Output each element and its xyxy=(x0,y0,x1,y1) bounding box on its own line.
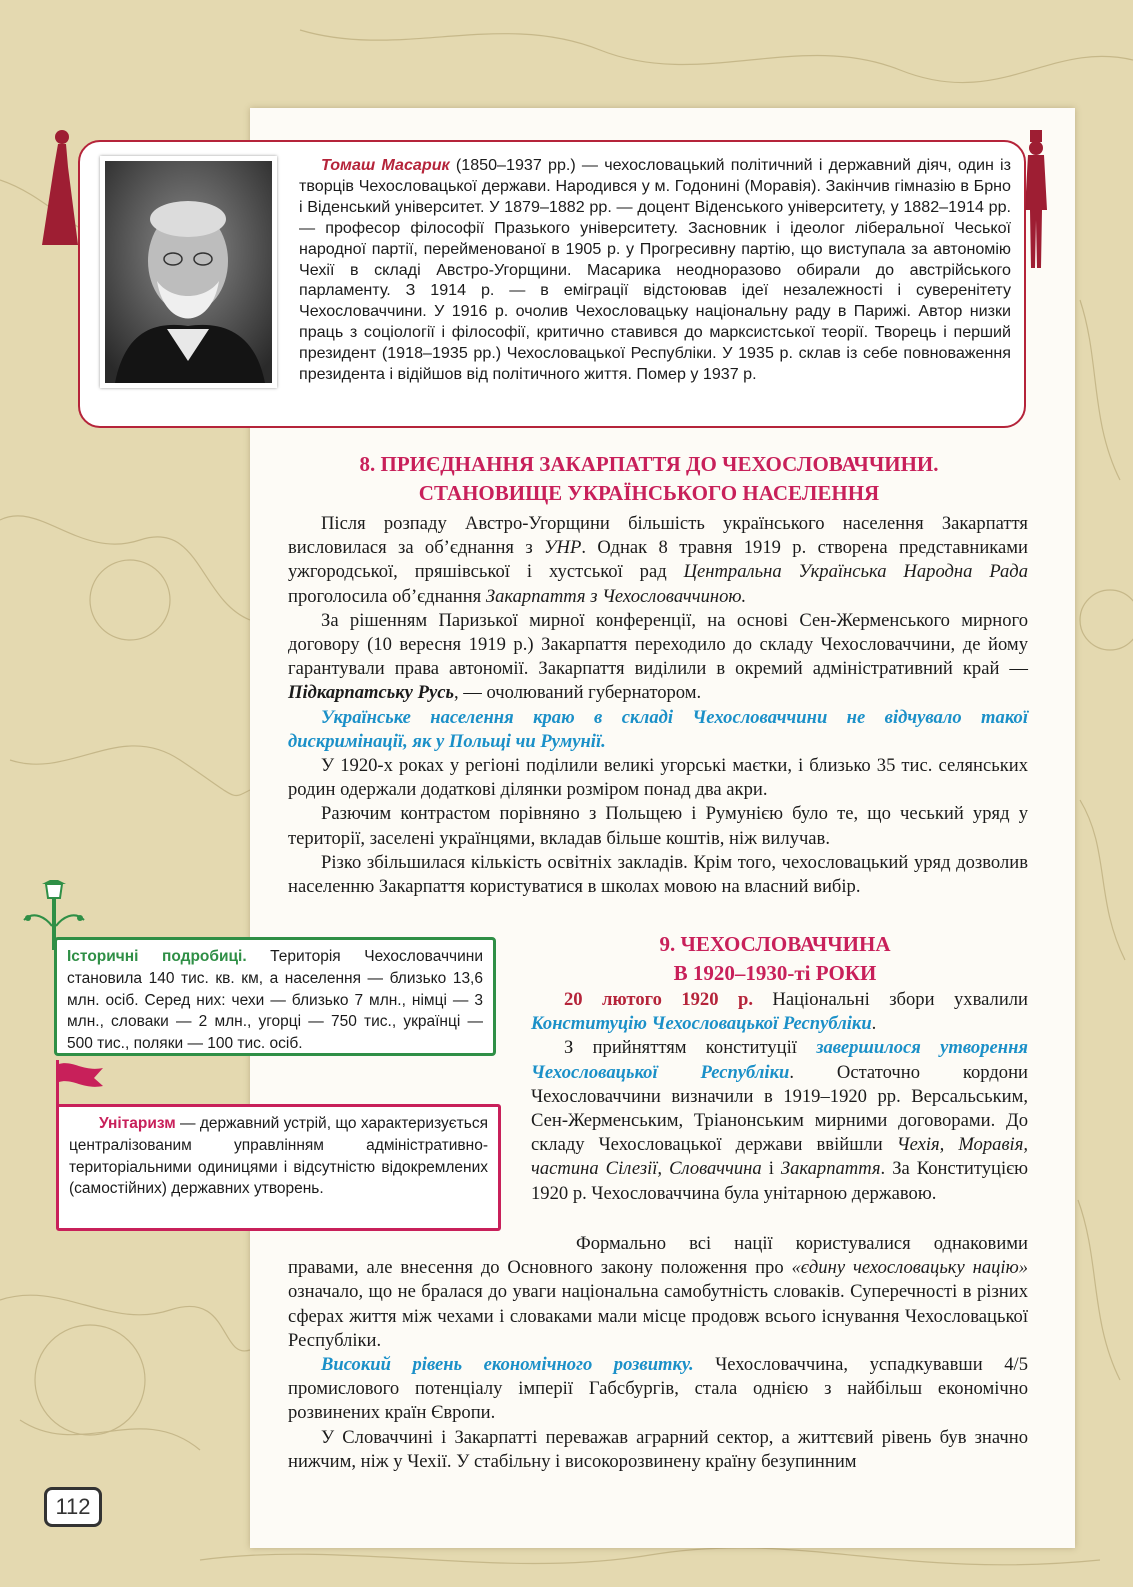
unitarism-term-label: Унітаризм xyxy=(99,1115,176,1132)
bio-body: (1850–1937 рр.) — чехословацький політичний і державний діяч, один із творців Чехословацької держави. Народився у м. Годонині (Моравія). Закінчив гімназію в Брно і Віденський університет. У 1879–1882 рр. — доцент Віденського університету, у 1882–1914 рр. — професор філософії Празького університету. Засновник і ідеолог ліберальної Чеської народної партії, перейменованої в 1905 р. у Прогресивну партію, що виступала за автономію Чехії в складі Австро-Угорщини. Масарика неодноразово обирали до австрійського парламенту. З 1914 р. — в еміграції відстоював ідеї незалежності і суверенітету Чехословаччини. У 1916 р. очолив Чехословацьку національну раду в Парижі. Автор низки праць з соціології і філософії, критично ставився до марксистської теорії. Творець і перший президент (1918–1935 рр.) Чехословацької Республіки. У 1935 р. склав із себе повноваження президента і відійшов від політичного життя. Помер у 1937 р. xyxy=(299,156,1011,384)
paragraph: 20 лютого 1920 р. Національні збори ухвалили Конституцію Чехословацької Республіки. xyxy=(531,989,1028,1035)
lady-silhouette-icon xyxy=(40,127,80,247)
section-9-heading-line2: В 1920–1930-ті РОКИ xyxy=(673,961,877,985)
section-9-body-top xyxy=(531,988,1028,1206)
section-8-heading-line1: 8. ПРИЄДНАННЯ ЗАКАРПАТТЯ ДО ЧЕХОСЛОВАЧЧИНИ. xyxy=(359,452,939,476)
unitarism-term-text: — державний устрій, що характеризується централізованим управлінням адміністративно-територіальними одиницями і відсутністю відокремлених (самостійних) державних утворень. xyxy=(69,1115,488,1198)
gentleman-silhouette-icon xyxy=(1021,130,1051,270)
masaryk-portrait xyxy=(100,156,277,388)
section-8-heading-line2: СТАНОВИЩЕ УКРАЇНСЬКОГО НАСЕЛЕННЯ xyxy=(418,481,880,505)
paragraph: Різко збільшилася кількість освітніх закладів. Крім того, чехословацький уряд дозволив населенню Закарпаття користуватися в школах мовою на власний вибір. xyxy=(288,851,1028,898)
historical-details-text: Територія Чехословаччини становила 140 тис. кв. км, а населення — близько 13,6 млн. осіб. Серед них: чехи — близько 7 млн., німці — 3 млн., словаки — 2 млн., угорці — 750 тис., українці — 500 тис., поляки — 100 тис. осіб. xyxy=(67,948,483,1053)
flag-icon xyxy=(48,1060,108,1110)
paragraph: Після розпаду Австро-Угорщини більшість українського населення Закарпаття висловилася за об’єднання з УНР. Однак 8 травня 1919 р. створена представниками ужгородської, пряшівської і хустської рад Центральна Українська Народна Рада проголосила об’єднання Закарпаття з Чехословаччиною. xyxy=(288,513,1028,607)
paragraph: У 1920-х роках у регіоні поділили великі угорські маєтки, і близько 35 тис. селянських родин одержали додаткові ділянки розміром понад два акри. xyxy=(288,755,1028,801)
unitarism-term-box xyxy=(56,1104,501,1231)
section-9-heading-line1: 9. ЧЕХОСЛОВАЧЧИНА xyxy=(659,932,891,956)
paragraph: У Словаччині і Закарпатті переважав аграрний сектор, а життєвий рівень був значно нижчим, ніж у Чехії. У стабільну і високорозвинену країну безупинним xyxy=(288,1426,1028,1472)
historical-details-box xyxy=(54,937,496,1056)
biography-text xyxy=(299,155,1011,385)
section-9-heading xyxy=(525,930,1025,988)
paragraph: Формально всі нації користувалися однаковими правами, але внесення до Основного закону положення про «єдину чехословацьку націю» означало, що не бралася до уваги національна самобутність словаків. Суперечності в різних сферах життя між чехами і словаками мали місце продовж всього існування Чехословацької Республіки. xyxy=(288,1233,1028,1351)
section-8-body xyxy=(288,512,1028,899)
historical-details-label: Історичні подробиці. xyxy=(67,948,247,965)
section-9-body-bottom xyxy=(288,1232,1028,1474)
highlight-paragraph: Українське населення краю в складі Чехословаччини не відчувало такої дискримінації, як у Польщі чи Румунії. xyxy=(288,706,1028,752)
bio-name: Томаш Масарик xyxy=(321,156,450,174)
section-8-heading xyxy=(288,450,1010,508)
paragraph: За рішенням Паризької мирної конференції, на основі Сен-Жерменського мирного договору (10 вересня 1919 р.) Закарпаття переходило до складу Чехословаччини, де йому гарантували права автономії. Закарпаття виділили в окремий адміністративний край — Підкарпатську Русь, — очолюваний губернатором. xyxy=(288,609,1028,704)
paragraph: Високий рівень економічного розвитку. Чехословаччина, успадкувавши 4/5 промислового потенціалу імперії Габсбургів, стала однією з найбільш економічно розвинених країн Європи. xyxy=(288,1354,1028,1424)
paragraph: Разючим контрастом порівняно з Польщею і Румунією було те, що чеський уряд у території, заселені українцями, вкладав більше коштів, ніж вилучав. xyxy=(288,803,1028,849)
paragraph: З прийняттям конституції завершилося утворення Чехословацької Республіки. Остаточно кордони Чехословаччини визначили в 1919–1920 рр. Версальським, Сен-Жерменським, Тріанонським мирними договорами. До складу Чехословацької держави ввійшли Чехія, Моравія, частина Сілезії, Словаччина і Закарпаття. За Конституцією 1920 р. Чехословаччина була унітарною державою. xyxy=(531,1037,1028,1204)
page-number: 112 xyxy=(44,1487,102,1527)
